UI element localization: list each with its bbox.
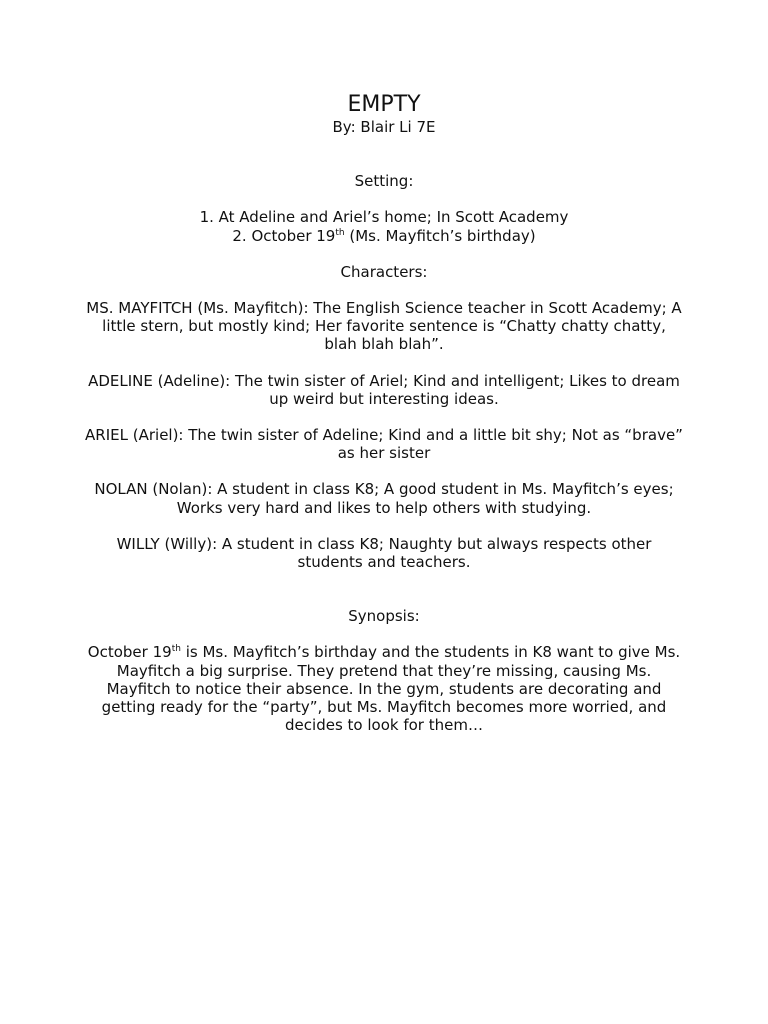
synopsis-prefix: October 19 xyxy=(87,643,172,662)
character-willy: WILLY (Willy): A student in class K8; Naughty but always respects other students and teachers. xyxy=(116,534,652,572)
synopsis-sup: th xyxy=(171,644,181,655)
setting-item-2-suffix: (Ms. Mayfitch’s birthday) xyxy=(344,226,536,245)
synopsis-text: is Ms. Mayfitch’s birthday and the students in K8 want to give Ms. Mayfitch a big surprise. They pretend that they’re missing, causing Ms. Mayfitch to notice their absence. In the gym, students are decorating and getting ready for the “party”, but Ms. Mayfitch becomes more worried, and decides to look for them… xyxy=(101,643,681,735)
document-title: EMPTY xyxy=(347,92,421,117)
byline: By: Blair Li 7E xyxy=(332,118,436,136)
characters-heading: Characters: xyxy=(340,262,428,281)
setting-item-2-prefix: 2. October 19 xyxy=(232,226,336,245)
setting-item-2 xyxy=(84,227,684,245)
character-ariel: ARIEL (Ariel): The twin sister of Adeline; Kind and a little bit shy; Not as “brave” as her sister xyxy=(85,426,683,463)
synopsis-heading: Synopsis: xyxy=(348,607,420,626)
character-mayfitch: MS. MAYFITCH (Ms. Mayfitch): The English Science teacher in Scott Academy; A little stern, but mostly kind; Her favorite sentence is “Chatty chatty chatty, blah blah blah”. xyxy=(86,299,682,354)
setting-item-1: 1. At Adeline and Ariel’s home; In Scott Academy xyxy=(199,208,569,227)
setting-item-2-sup: th xyxy=(335,227,345,238)
character-adeline: ADELINE (Adeline): The twin sister of Ariel; Kind and intelligent; Likes to dream up weird but interesting ideas. xyxy=(88,371,680,408)
synopsis-body xyxy=(84,643,684,734)
document-page xyxy=(84,92,684,734)
setting-heading: Setting: xyxy=(354,172,414,191)
character-nolan: NOLAN (Nolan): A student in class K8; A good student in Ms. Mayfitch’s eyes; Works very hard and likes to help others with studying. xyxy=(94,480,674,517)
